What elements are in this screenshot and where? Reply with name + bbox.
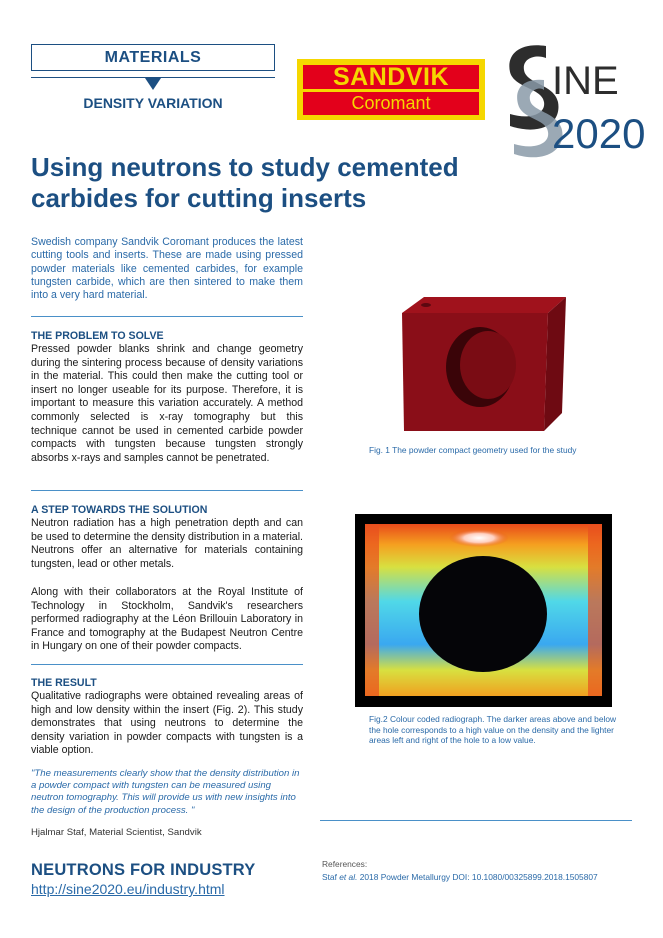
figure-1-insert-model [398, 295, 578, 435]
sine-logo-text: INE [552, 59, 619, 103]
sine2020-logo [500, 40, 646, 160]
2020-logo-text: 2020 [552, 110, 646, 157]
intro-paragraph: Swedish company Sandvik Coromant produces the latest cutting tools and inserts. These are made using pressed powder materials like cemented carbides, for example tungsten carbide, which are then sintered to make them into a very hard material. [31, 236, 303, 302]
section-heading-result: THE RESULT [31, 677, 97, 689]
references-label: References: [322, 859, 368, 869]
industry-link[interactable]: http://sine2020.eu/industry.html [31, 881, 225, 897]
figure-1-caption: Fig. 1 The powder compact geometry used for the study [369, 445, 577, 455]
reference-entry [322, 872, 598, 882]
quote: "The measurements clearly show that the density distribution in a powder compact with tungsten can be measured using neutron tomography. This will provide us with new insights into the design of the production process. " [31, 768, 300, 816]
category-arrow-icon [145, 78, 161, 90]
figure-2-caption: Fig.2 Colour coded radiograph. The darker areas above and below the hole corresponds to a high value on the density and the lighter areas left and right of the hole to a low value. [369, 714, 617, 746]
subcategory-label: DENSITY VARIATION [83, 95, 223, 111]
quote-author: Hjalmar Staf, Material Scientist, Sandvik [31, 827, 202, 838]
category-label: MATERIALS [31, 44, 275, 71]
section-heading-problem: THE PROBLEM TO SOLVE [31, 330, 164, 342]
divider [31, 316, 303, 317]
section-body-problem: Pressed powder blanks shrink and change geometry during the sintering process because of density variations in the material. This could then make the cutting tool or insert no longer useable for its purpose. Therefore, it is important to measure this variation accurately. A method commonly selected is x-ray tomography but this technique cannot be used in cemented carbide powder compacts with tungsten because tungsten strongly absorbs x-rays and samples cannot be penetrated. [31, 343, 303, 464]
footer-title: NEUTRONS FOR INDUSTRY [31, 861, 256, 879]
divider [31, 664, 303, 665]
divider [320, 820, 632, 821]
section-body-result: Qualitative radiographs were obtained revealing areas of high and low density within the insert (Fig. 2). This study demonstrates that using neutrons to determine the density variation in powder compacts with tungsten is a viable option. [31, 690, 303, 757]
section-heading-solution: A STEP TOWARDS THE SOLUTION [31, 504, 208, 516]
reference-details: 2018 Powder Metallurgy DOI: 10.1080/00325899.2018.1505807 [359, 872, 598, 882]
reference-author: Staf [322, 872, 337, 882]
figure-2-radiograph [355, 514, 612, 707]
sandvik-coromant-logo [297, 59, 485, 120]
coromant-logo-text: Coromant [303, 92, 479, 115]
divider [31, 490, 303, 491]
section-body-solution-2: Along with their collaborators at the Royal Institute of Technology in Stockholm, Sandvik's researchers performed radiography at the Léon Brillouin Laboratory in France and tomography at the Budapest Neutron Centre in Hungary on one of their powder compacts. [31, 586, 303, 653]
reference-etal: et al. [339, 872, 358, 882]
section-body-solution-1: Neutron radiation has a high penetration depth and can be used to determine the density distribution in a material. Neutrons offer an alternative for materials containing tungsten, lead or other metals. [31, 517, 303, 570]
page-title: Using neutrons to study cemented carbides for cutting inserts [31, 152, 459, 213]
sandvik-logo-text: SANDVIK [303, 65, 479, 89]
